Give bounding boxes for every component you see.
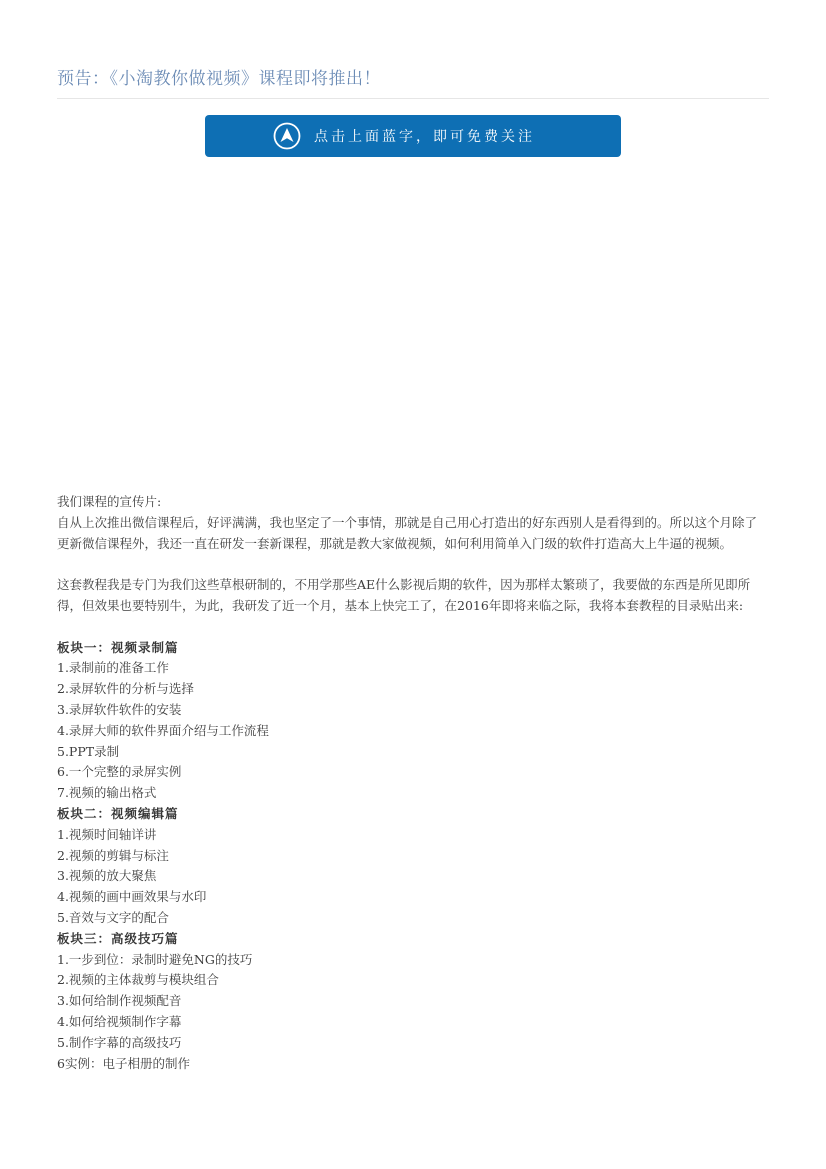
promo-video-placeholder[interactable] bbox=[57, 165, 769, 485]
list-item: 3.视频的放大聚焦 bbox=[57, 868, 157, 884]
list-item: 1.录制前的准备工作 bbox=[57, 660, 169, 676]
article-body bbox=[57, 492, 769, 1074]
section-heading: 板块三：高级技巧篇 bbox=[57, 930, 179, 946]
list-item: 2.录屏软件的分析与选择 bbox=[57, 681, 194, 697]
section-1 bbox=[57, 638, 769, 804]
list-item: 6实例：电子相册的制作 bbox=[57, 1055, 190, 1071]
list-item: 2.视频的主体裁剪与模块组合 bbox=[57, 972, 219, 988]
list-item: 3.录屏软件软件的安装 bbox=[57, 701, 182, 717]
list-item: 4.如何给视频制作字幕 bbox=[57, 1013, 182, 1029]
list-item: 7.视频的输出格式 bbox=[57, 785, 157, 801]
list-item: 5.PPT录制 bbox=[57, 743, 120, 759]
intro-paragraph-1: 自从上次推出微信课程后，好评满满，我也坚定了一个事情，那就是自己用心打造出的好东西别人是看得到的。所以这个月除了更新微信课程外，我还一直在研发一套新课程，那就是教大家做视频，如何利用简单入门级的软件打造高大上牛逼的视频。 bbox=[57, 514, 758, 551]
page-title: 预告：《小淘教你做视频》课程即将推出！ bbox=[57, 69, 381, 89]
list-item: 2.视频的剪辑与标注 bbox=[57, 847, 169, 863]
list-item: 4.视频的画中画效果与水印 bbox=[57, 889, 207, 905]
list-item: 5.制作字幕的高级技巧 bbox=[57, 1034, 182, 1050]
section-heading: 板块二：视频编辑篇 bbox=[57, 805, 179, 821]
intro-label: 我们课程的宣传片: bbox=[57, 494, 162, 509]
section-heading: 板块一：视频录制篇 bbox=[57, 639, 179, 655]
list-item: 5.音效与文字的配合 bbox=[57, 909, 169, 925]
arrow-up-circle-icon bbox=[273, 122, 301, 150]
list-item: 3.如何给制作视频配音 bbox=[57, 993, 182, 1009]
list-item: 6.一个完整的录屏实例 bbox=[57, 764, 182, 780]
intro-paragraph-2: 这套教程我是专门为我们这些草根研制的，不用学那些AE什么影视后期的软件，因为那样太繁琐了，我要做的东西是所见即所得，但效果也要特别牛，为此，我研发了近一个月，基本上快完工了，在2016年即将来临之际，我将本套教程的目录贴出来: bbox=[57, 577, 751, 613]
section-2 bbox=[57, 804, 769, 929]
list-item: 1.视频时间轴详讲 bbox=[57, 826, 157, 842]
section-3 bbox=[57, 929, 769, 1075]
list-item: 4.录屏大师的软件界面介绍与工作流程 bbox=[57, 722, 269, 738]
title-divider bbox=[57, 98, 769, 99]
follow-banner-label: 点击上面蓝字，即可免费关注 bbox=[314, 129, 535, 145]
follow-banner[interactable] bbox=[205, 115, 621, 157]
list-item: 1.一步到位：录制时避免NG的技巧 bbox=[57, 951, 253, 967]
